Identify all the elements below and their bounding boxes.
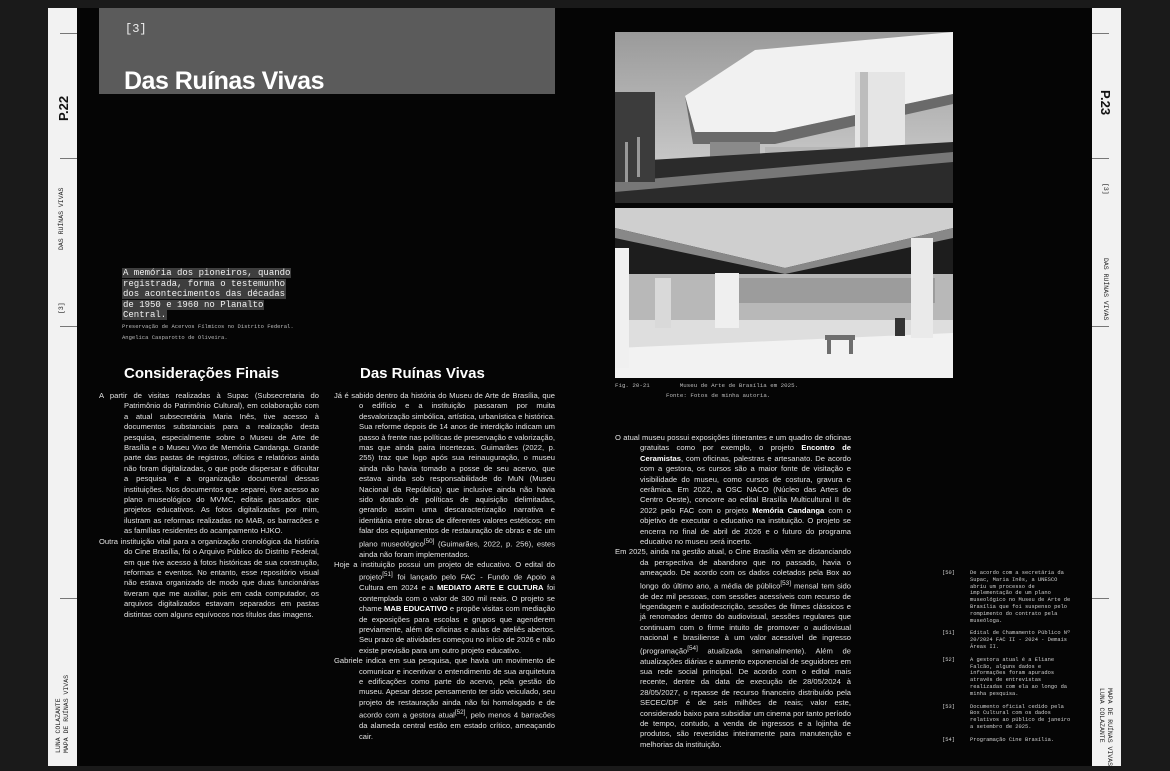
footnote-ref[interactable]: [54] <box>687 644 698 652</box>
footnote: [54] Programação Cine Brasília. <box>942 736 1055 743</box>
footnote: [51] Edital de Chamamento Público Nº 20/2024 FAC II - 2024 - Demais Áreas II. <box>942 630 1071 650</box>
pull-quote: A memória dos pioneiros, quando registrada, forma o testemunho dos acontecimentos das décadas de 1950 e 1960 no Planalto Central. <box>123 268 291 320</box>
divider <box>1092 326 1109 327</box>
footnote-ref[interactable]: [52] <box>454 709 466 717</box>
left-margin-strip <box>48 8 77 766</box>
divider <box>60 598 77 599</box>
divider <box>60 326 77 327</box>
page-number: P.22 <box>56 95 71 121</box>
page-title: Das Ruínas Vivas <box>124 67 324 95</box>
section-title-ruinas: Das Ruínas Vivas <box>360 365 485 382</box>
photo-museum-exterior <box>615 32 953 203</box>
paragraph: A partir de visitas realizadas à Supac (Subsecretaria do Patrimônio do Patrimônio Cultural), em colaboração com a atual subsecretária Maria Inês, tive acesso à documentos substanciais para a realização desta pesquisa, especialmente sobre o Museu de Arte de Brasília e o Museu Vivo de Memória Candanga. Grande parte das pastas de registros, ofícios e relatórios ainda não foram digitalizadas, o que pode dispersar e dificultar a pesquisa e a organização documental dessas instituições. Nos documentos que separei, tive acesso ao plano museológico do MVMC, editais passados que projetos educativos. As fotos digitalizadas por mim, ilustram as reformas realizadas no MAB, os barracões e as famílias residentes do acampamento HJKO. <box>99 391 319 536</box>
author-name: LUNA COLAZANTE <box>55 698 62 753</box>
footnote-ref[interactable]: [50] <box>423 537 435 545</box>
divider <box>1092 33 1109 34</box>
running-title: DAS RUÍNAS VIVAS <box>1102 258 1109 321</box>
page-number: P.23 <box>1098 90 1113 116</box>
divider <box>1092 158 1109 159</box>
footnote-ref[interactable]: [53] <box>780 579 791 587</box>
paragraph: Gabriele indica em sua pesquisa, que havia um movimento de comunicar e incentivar o entendimento de sua arquitetura e edificações como parte do acervo, pela gestão do museu. Apesar desse pensamento ter sido veiculado, seu projeto de restauração ainda não foi homologado e de acordo com a gestora atual[52], pelo menos 4 barracões da alameda central estão em estado crítico, ameaçando cair. <box>334 656 555 741</box>
section-title-consideracoes: Considerações Finais <box>124 365 280 382</box>
divider <box>1092 598 1109 599</box>
text-column-2 <box>334 391 555 742</box>
photo-caption: Fig. 20-21 Museu de Arte de Brasília em 2025. Fonte: Fotos de minha autoria. <box>615 382 799 399</box>
quote-source: Preservação de Acervos Fílmicos no Distrito Federal. Angelica Casparotto de Oliveira. <box>122 323 294 341</box>
photo-museum-interior <box>615 208 953 378</box>
author-name: LUNA COLAZANTE <box>1098 688 1105 743</box>
text-column-1 <box>99 391 319 620</box>
footnote: [53] Documento oficial cedido pela Box Cultural com os dados relativos ao público de janeiro a setembro de 2025. <box>942 703 1071 730</box>
footnotes <box>942 570 1072 750</box>
photo-museum-exterior-image <box>615 32 953 203</box>
right-margin-strip <box>1092 8 1121 766</box>
text-column-3 <box>615 433 851 750</box>
footnote: [50] De acordo com a secretária da Supac, Maria Inês, a UNESCO abriu um processo de implementação de um plano museológico no Museu de Arte de Brasília que foi suspenso pelo rompimento do contrato pela museóloga. <box>942 570 1071 624</box>
paragraph: O atual museu possui exposições itinerantes e um quadro de oficinas gratuitas como por exemplo, o projeto Encontro de Ceramistas, com oficinas, palestras e artesanato. De acordo com a gestora, os cursos são a maior fonte de visitação e visibilidade do museu, como cursos de costura, gravura e cerâmica. Em 2022, a OSC NACO (Núcleo das Artes do Centro Oeste), concorre ao edital Brasília Multicultural II de 2022 pelo FAC com o projeto Memória Candanga com o objetivo de executar o educativo na instituição. O projeto se encerra no final de abril de 2026 e o futuro do programa educativo no museu será incerto. <box>615 433 852 547</box>
book-title: MAPA DE RUÍNAS VIVAS <box>1106 688 1113 767</box>
chapter-marker: [3] <box>1102 183 1109 195</box>
footnote: [52] A gestora atual é a Eliane Falcão, alguns dados e informações foram apurados através de entrevistas realizadas com ela ao longo da minha pesquisa. <box>942 656 1068 697</box>
footnote-ref[interactable]: [51] <box>382 571 393 579</box>
chapter-marker: [3] <box>58 302 65 314</box>
title-block <box>99 8 555 94</box>
paragraph: Outra instituição vital para a organização cronológica da história do Cine Brasília, foi o Arquivo Público do Distrito Federal, em que tive acesso à fotos históricas de sua construção, reformas e eventos. No entanto, esse repositório visual não estava organizado de modo que duas funcionárias tiveram que me auxiliar, pois em cada computador, os arquivos digitalizados estavam separados em pastas distintas com alguns equívocos nos títulos das imagens. <box>99 536 319 619</box>
paragraph: Hoje a instituição possui um projeto de educativo. O edital do projeto[51] foi lançado pelo FAC - Fundo de Apoio a Cultura em 2024 e a MEDIATO ARTE E CULTURA foi contemplada com o valor de 300 mil reais. O projeto se chame MAB EDUCATIVO e propõe visitas com mediação de exposições para escolas e grupos que agenderem previamente, além de oficinas e aulas de ateliês abertos. Seu prazo de atividades começou no início de 2026 e não existe previsão para um outro projeto educativo. <box>334 560 555 655</box>
paragraph: Já é sabido dentro da história do Museu de Arte de Brasília, que o edifício e a instituição passaram por muita desvalorização simbólica, artística, urbanística e histórica. Sua reforme depois de 14 anos de interdição indicam um passo à frente nas políticas de preservação e valorização, mas que ainda paira incertezas. Guimarães (2022, p. 255) traz que logo após sua reinauguração, o museu ainda não havia tomado a posse de seu acervo, que estava ainda sob responsabilidade do MuN (Museu Nacional da República) que inclusive ainda não havia sido dotado de políticas de aquisição delimitadas, gerando assim uma descaracterização narrativa e identitária entre obras de diferentes valores estéticos; em falar dos equipamentos de restauração de obras e de um plano museológico[50] (Guimarães, 2022, p. 256), estes ainda não foram implementados. <box>334 391 555 559</box>
divider <box>60 158 77 159</box>
paragraph: Em 2025, ainda na gestão atual, o Cine Brasília vêm se distanciando da perspectiva de abandono que no passado, havia o ameaçado. De acordo com os dados coletados pela Box ao longo do último ano, a média de público[53] mensal tem sido de dez mil pessoas, com sessões acessíveis com recurso de legendagem e audiodescrição, sessões de filmes clássicos e já renomados dentro do audiovisual, sessões regulares que continuam com o firme intuito de promover o audiovisual nacional e brasiliense à um valor acessível de ingresso (programação[54] atualizada semanalmente). Além de atualizações diárias e aumento exponencial de seguidores em sua rede social principal. De acordo com o edital mais recente, dentre da data de execução de 28/05/2024 à 28/05/2027, o repasse de recurso financeiro distribuído pela SECEC/DF é de seis milhões de reais; valor este, considerado baixo para subsidiar um cinema por tanto período de tempo, contudo, a venda de ingressos e a lojinha de produtos, são revestidas inteiramente para manutenção e melhorias da instituição. <box>615 547 852 749</box>
photo-museum-interior-image <box>615 208 953 378</box>
chapter-number: [3] <box>125 22 147 36</box>
divider <box>60 33 77 34</box>
book-title: MAPA DE RUÍNAS VIVAS <box>63 674 70 753</box>
running-title: DAS RUÍNAS VIVAS <box>58 187 65 250</box>
